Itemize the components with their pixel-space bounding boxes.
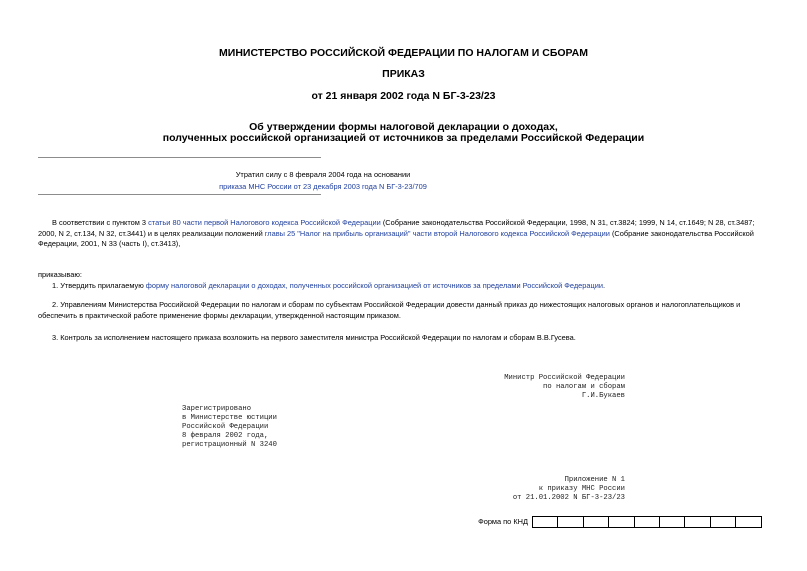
registration-line-5: регистрационный N 3240 <box>182 441 277 449</box>
order-item-2: 2. Управлениям Министерства Российской Федерации по налогам и сборам по субъектам Российской Федерации довести данный приказ до нижестоящих налоговых органов и налогоплательщиков и обеспечить в практической работе применение формы декларации, утвержденной настоящим приказом. <box>38 300 741 320</box>
preamble-text-1: В соответствии с пунктом 3 <box>52 218 149 227</box>
signature-line-2: по налогам и сборам <box>543 383 625 391</box>
preamble-text-3: (Собрание законодательства Российской Федерации, 2001, N 33 (часть I), ст.3413), <box>38 228 754 248</box>
appendix-note <box>430 476 625 503</box>
knd-cell[interactable] <box>558 517 583 528</box>
order-item-1-end: . <box>603 281 606 290</box>
appendix-line-2: к приказу МНС России <box>538 485 625 493</box>
knd-cell[interactable] <box>609 517 634 528</box>
knd-label: Форма по КНД <box>478 517 528 526</box>
signature-line-3: Г.И.Букаев <box>581 392 625 400</box>
knd-cell[interactable] <box>634 517 659 528</box>
document-date: от 21 января 2002 года N БГ-3-23/23 <box>311 90 496 102</box>
order-item-3: 3. Контроль за исполнением настоящего приказа возложить на первого заместителя министра Российской Федерации по налогам и сборам В.В.Гусева. <box>52 333 576 342</box>
knd-cell[interactable] <box>659 517 684 528</box>
declaration-form-link[interactable]: форму налоговой декларации о доходах, полученных российской организацией от источников за пределами Российской Федерации <box>145 281 604 290</box>
document-type: ПРИКАЗ <box>382 68 425 80</box>
preamble-text-2: (Собрание законодательства Российской Федерации, 1998, N 31, ст.3824; 1999, N 14, ст.1649; N 28, ст.3487; 2000, N 2, ст.134, N 32, ст.3441) и в целях реализации положений <box>38 218 755 238</box>
document-title-line-1: Об утверждении формы налоговой декларации о доходах, <box>249 121 558 133</box>
knd-cell[interactable] <box>685 517 710 528</box>
registration-line-4: 8 февраля 2002 года, <box>182 432 269 440</box>
status-note-text: Утратил силу с 8 февраля 2004 года на основании <box>235 170 411 179</box>
ministry-heading: МИНИСТЕРСТВО РОССИЙСКОЙ ФЕДЕРАЦИИ ПО НАЛОГАМ И СБОРАМ <box>219 47 588 59</box>
registration-line-1: Зарегистрировано <box>182 405 252 413</box>
tax-code-article-80-link[interactable]: статьи 80 части первой Налогового кодекса Российской Федерации <box>148 218 381 227</box>
signature-line-1: Министр Российской Федерации <box>504 374 625 382</box>
document-title-line-2: полученных российской организацией от источников за пределами Российской Федерации <box>162 132 645 144</box>
minister-signature <box>430 374 625 401</box>
order-item-1 <box>38 281 768 292</box>
preamble-paragraph <box>38 218 768 250</box>
tax-code-chapter-25-link[interactable]: главы 25 "Налог на прибыль организаций" части второй Налогового кодекса Российской Федерации <box>264 228 610 238</box>
status-note <box>38 170 608 192</box>
registration-note <box>182 405 277 450</box>
registration-line-3: Российской Федерации <box>182 423 269 431</box>
appendix-line-3: от 21.01.2002 N БГ-3-23/23 <box>512 494 625 502</box>
knd-cell[interactable] <box>736 517 761 528</box>
knd-cell[interactable] <box>583 517 608 528</box>
divider-bottom <box>38 194 321 195</box>
registration-line-2: в Министерстве юстиции <box>182 414 277 422</box>
order-item-1-text: 1. Утвердить прилагаемую <box>52 281 146 290</box>
knd-cell[interactable] <box>533 517 558 528</box>
order-word: приказываю: <box>38 270 82 279</box>
knd-code-cells <box>532 516 762 528</box>
knd-cell[interactable] <box>710 517 735 528</box>
repeal-order-link[interactable]: приказа МНС России от 23 декабря 2003 года N БГ-3-23/709 <box>219 181 427 191</box>
appendix-line-1: Приложение N 1 <box>564 476 625 484</box>
divider-top <box>38 157 321 158</box>
